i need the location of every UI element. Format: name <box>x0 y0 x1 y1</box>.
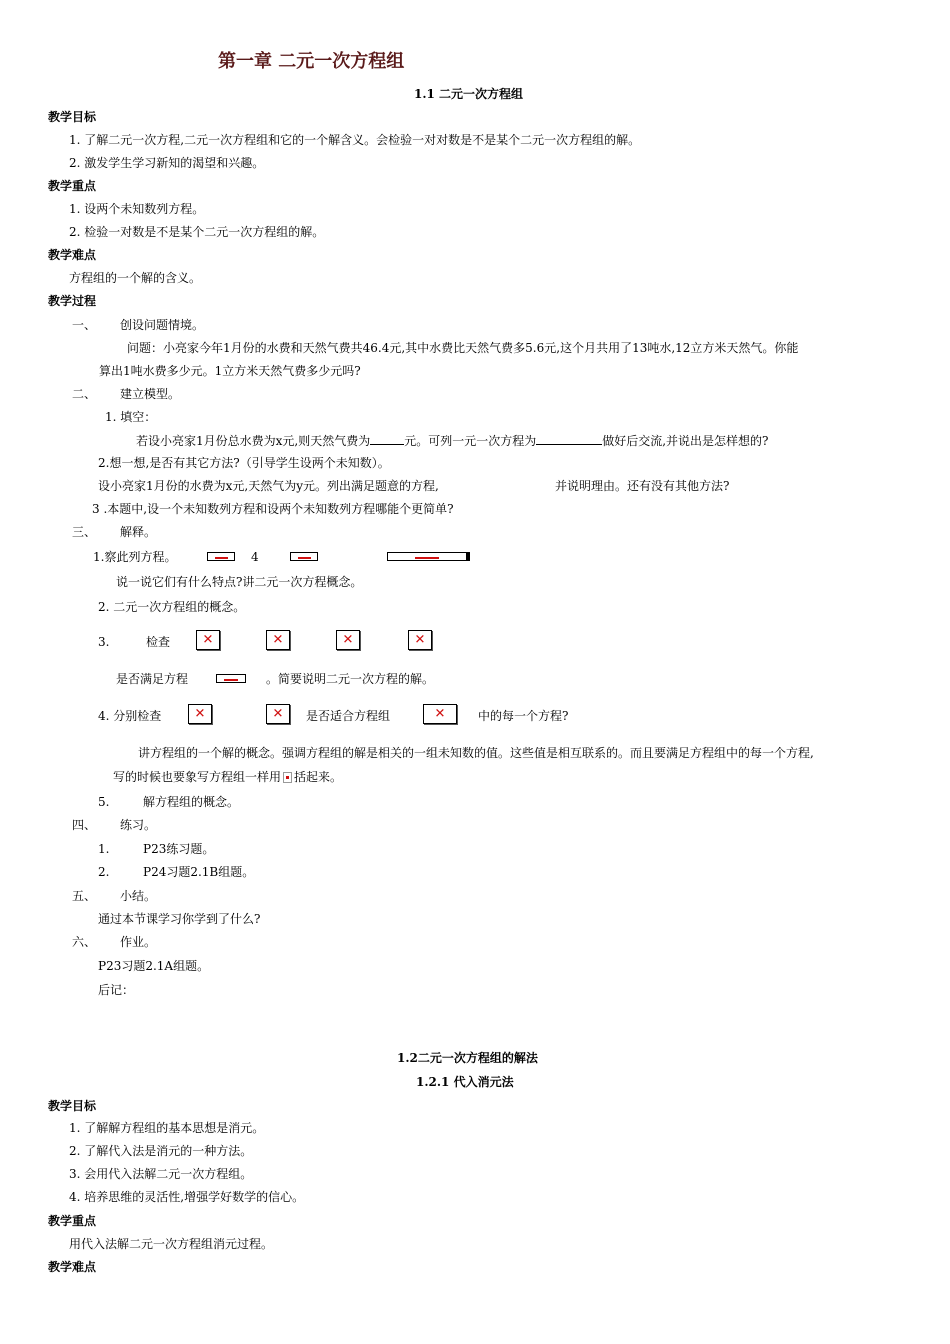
item-text: 是否适合方程组 <box>306 709 391 723</box>
key-item: 2. 检验一对数是不是某个二元一次方程组的解。 <box>69 225 325 239</box>
equation-image-icon <box>387 552 470 561</box>
explanation-line <box>113 769 342 785</box>
heading-difficulties: 教学难点 <box>48 1260 97 1274</box>
step-number: 三、 <box>72 525 97 539</box>
item-text: 是否满足方程 <box>116 672 189 686</box>
heading-key-points: 教学重点 <box>48 179 97 193</box>
step-number: 五、 <box>72 889 97 903</box>
item-text: P23练习题。 <box>143 842 215 856</box>
explanation-text: 括起来。 <box>294 770 343 784</box>
step-title: 建立模型。 <box>120 387 181 401</box>
heading-difficulties: 教学难点 <box>48 248 97 262</box>
goal-item: 3. 会用代入法解二元一次方程组。 <box>69 1167 253 1181</box>
item-text: 4. 分别检查 <box>98 709 162 723</box>
section-title: 1.1 二元一次方程组 <box>414 87 524 101</box>
goal-item: 1. 了解解方程组的基本思想是消元。 <box>69 1121 265 1135</box>
broken-image-icon: ✕ <box>336 630 360 650</box>
broken-image-icon: ✕ <box>266 704 290 724</box>
step-title: 练习。 <box>120 818 157 832</box>
item-text: 解方程组的概念。 <box>143 795 240 809</box>
item-text: 1.察此列方程。 <box>93 550 177 564</box>
goal-item: 4. 培养思维的灵活性,增强学好数学的信心。 <box>69 1190 305 1204</box>
equation-image-icon <box>216 674 246 683</box>
item-text: 说一说它们有什么特点?讲二元一次方程概念。 <box>116 575 363 589</box>
item-text: 通过本节课学习你学到了什么? <box>98 912 261 926</box>
subsection-title: 1.2.1 代入消元法 <box>416 1075 514 1089</box>
item-text: 并说明理由。还有没有其他方法? <box>555 479 730 493</box>
problem-text: 问题：小亮家今年1月份的水费和天然气费共46.4元,其中水费比天然气费多5.6元,这个月共用了13吨水,12立方米天然气。你能 <box>127 341 799 355</box>
afterword-label: 后记： <box>98 983 135 997</box>
problem-text: 算出1吨水费多少元。1立方米天然气费多少元吗? <box>99 364 361 378</box>
goal-item: 2. 激发学生学习新知的渴望和兴趣。 <box>69 156 265 170</box>
heading-goals: 教学目标 <box>48 1099 97 1113</box>
item-text: 。简要说明二元一次方程的解。 <box>266 672 435 686</box>
fill-line <box>136 432 768 449</box>
broken-image-icon: ✕ <box>423 704 457 724</box>
fill-text: 做好后交流,并说出是怎样想的? <box>602 434 769 448</box>
broken-image-icon: ✕ <box>408 630 432 650</box>
item-text: P23习题2.1A组题。 <box>98 959 210 973</box>
chapter-title: 第一章 二元一次方程组 <box>218 51 405 72</box>
goal-item: 1. 了解二元一次方程,二元一次方程组和它的一个解含义。会检验一对对数是不是某个二元一次方程组的解。 <box>69 133 641 147</box>
step-number: 二、 <box>72 387 97 401</box>
answer-blank <box>370 432 404 445</box>
explanation-text: 写的时候也要象写方程组一样用 <box>113 770 282 784</box>
item-text: 检查 <box>146 635 171 649</box>
item-number: 3. <box>98 635 110 649</box>
item-text: 中的每一个方程? <box>478 709 569 723</box>
fill-label: 1. 填空： <box>105 410 157 424</box>
step-number: 四、 <box>72 818 97 832</box>
item-text: P24习题2.1B组题。 <box>143 865 255 879</box>
step-title: 小结。 <box>120 889 157 903</box>
broken-image-icon: ✕ <box>266 630 290 650</box>
difficulty-item: 方程组的一个解的含义。 <box>69 271 202 285</box>
item-text: 4 <box>251 550 259 564</box>
broken-image-icon: ✕ <box>188 704 212 724</box>
equation-image-icon <box>290 552 318 561</box>
broken-image-icon: ✕ <box>196 630 220 650</box>
brace-image-icon <box>283 772 292 783</box>
step-number: 一、 <box>72 318 97 332</box>
item-text: 3 .本题中,设一个未知数列方程和设两个未知数列方程哪能个更简单? <box>92 502 454 516</box>
heading-key-points: 教学重点 <box>48 1214 97 1228</box>
item-text: 2.想一想,是否有其它方法?（引导学生设两个未知数）。 <box>98 456 390 470</box>
heading-goals: 教学目标 <box>48 110 97 124</box>
item-number: 5. <box>98 795 110 809</box>
item-number: 2. <box>98 865 110 879</box>
key-item: 1. 设两个未知数列方程。 <box>69 202 205 216</box>
heading-process: 教学过程 <box>48 294 97 308</box>
item-text: 设小亮家1月份的水费为x元,天然气为y元。列出满足题意的方程, <box>98 479 439 493</box>
step-title: 作业。 <box>120 935 157 949</box>
item-number: 1. <box>98 842 110 856</box>
section-title: 1.2二元一次方程组的解法 <box>397 1051 538 1065</box>
step-number: 六、 <box>72 935 97 949</box>
equation-image-icon <box>207 552 235 561</box>
answer-blank <box>536 432 602 445</box>
fill-text: 元。可列一元一次方程为 <box>404 434 537 448</box>
item-text: 2. 二元一次方程组的概念。 <box>98 600 246 614</box>
step-title: 解释。 <box>120 525 157 539</box>
step-title: 创设问题情境。 <box>120 318 205 332</box>
goal-item: 2. 了解代入法是消元的一种方法。 <box>69 1144 253 1158</box>
fill-text: 若设小亮家1月份总水费为x元,则天然气费为 <box>136 434 371 448</box>
key-item: 用代入法解二元一次方程组消元过程。 <box>69 1237 274 1251</box>
explanation-text: 讲方程组的一个解的概念。强调方程组的解是相关的一组未知数的值。这些值是相互联系的。而且要满足方程组中的每一个方程, <box>138 746 814 760</box>
